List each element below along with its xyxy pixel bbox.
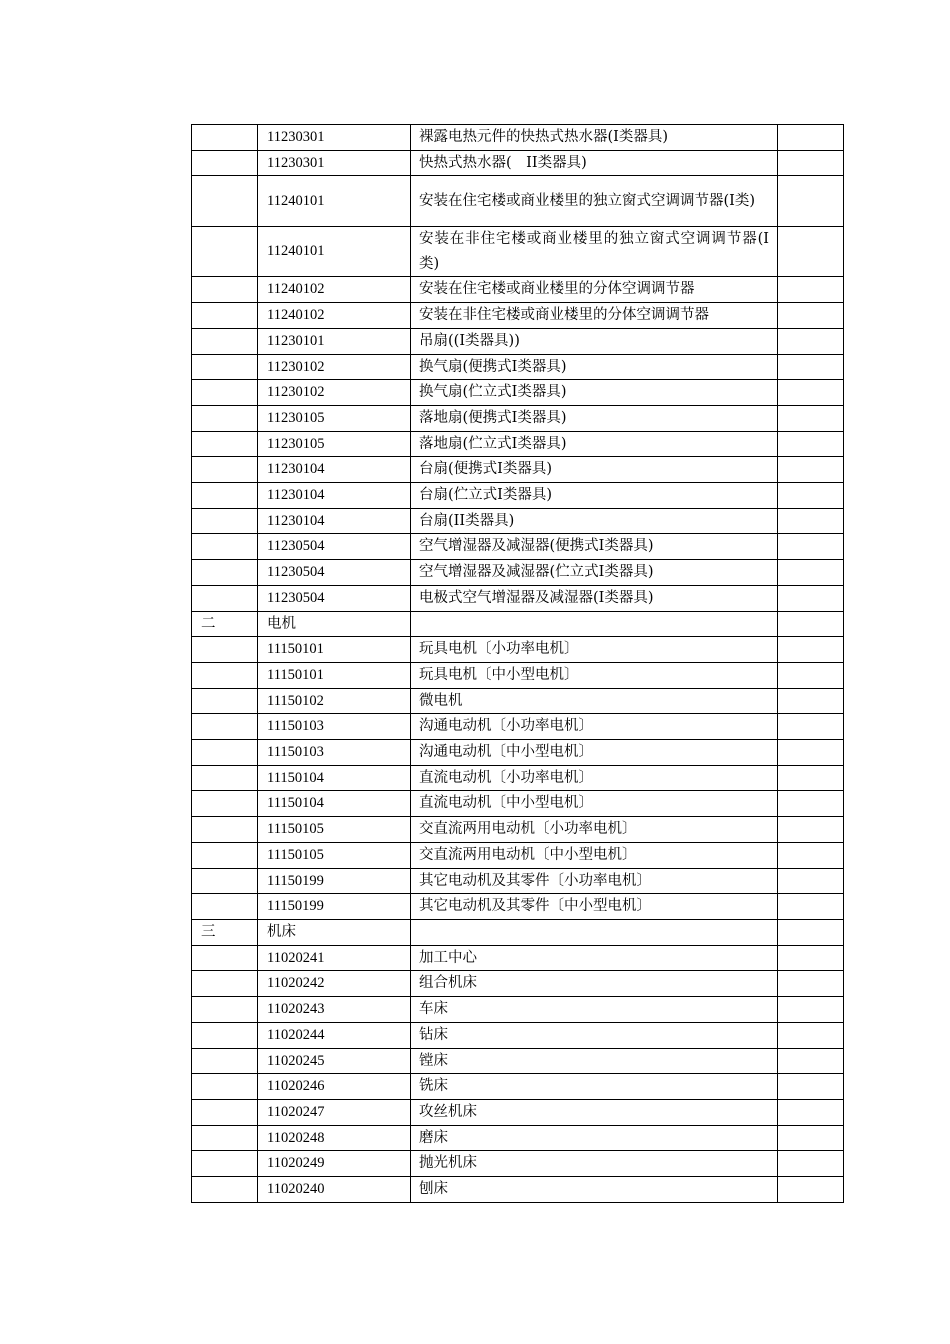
remark-cell xyxy=(778,483,844,509)
seq-cell: 二 xyxy=(192,611,258,637)
seq-cell xyxy=(192,303,258,329)
code-cell: 11240102 xyxy=(258,277,411,303)
remark-cell xyxy=(778,662,844,688)
table-row xyxy=(192,1022,844,1048)
remark-cell xyxy=(778,457,844,483)
name-cell: 玩具电机〔中小型电机〕 xyxy=(411,662,778,688)
remark-cell xyxy=(778,176,844,227)
seq-cell xyxy=(192,560,258,586)
remark-cell xyxy=(778,534,844,560)
code-cell: 11020245 xyxy=(258,1048,411,1074)
name-cell: 沟通电动机〔小功率电机〕 xyxy=(411,714,778,740)
code-cell: 11020242 xyxy=(258,971,411,997)
seq-cell xyxy=(192,688,258,714)
seq-cell xyxy=(192,1074,258,1100)
code-cell: 11020249 xyxy=(258,1151,411,1177)
name-cell: 空气增湿器及减湿器(伫立式I类器具) xyxy=(411,560,778,586)
name-cell: 加工中心 xyxy=(411,945,778,971)
remark-cell xyxy=(778,868,844,894)
table-row xyxy=(192,1048,844,1074)
name-cell: 电极式空气增湿器及减湿器(I类器具) xyxy=(411,585,778,611)
code-cell: 11020247 xyxy=(258,1099,411,1125)
remark-cell xyxy=(778,1177,844,1203)
code-cell: 11230101 xyxy=(258,328,411,354)
remark-cell xyxy=(778,611,844,637)
seq-cell xyxy=(192,1177,258,1203)
seq-cell xyxy=(192,226,258,277)
code-cell: 11230301 xyxy=(258,150,411,176)
seq-cell xyxy=(192,380,258,406)
remark-cell xyxy=(778,740,844,766)
name-cell: 安装在非住宅楼或商业楼里的独立窗式空调调节器(I类) xyxy=(411,226,778,277)
code-cell: 11230102 xyxy=(258,354,411,380)
remark-cell xyxy=(778,226,844,277)
code-cell: 11230504 xyxy=(258,585,411,611)
seq-cell xyxy=(192,585,258,611)
seq-cell xyxy=(192,791,258,817)
name-cell: 钻床 xyxy=(411,1022,778,1048)
name-cell: 安装在住宅楼或商业楼里的分体空调调节器 xyxy=(411,277,778,303)
table-row xyxy=(192,1099,844,1125)
seq-cell xyxy=(192,457,258,483)
remark-cell xyxy=(778,150,844,176)
name-cell: 组合机床 xyxy=(411,971,778,997)
code-cell: 11020244 xyxy=(258,1022,411,1048)
code-cell: 11150104 xyxy=(258,765,411,791)
code-cell: 11230105 xyxy=(258,405,411,431)
name-cell xyxy=(411,919,778,945)
table-row xyxy=(192,431,844,457)
code-cell: 11150103 xyxy=(258,714,411,740)
seq-cell xyxy=(192,894,258,920)
seq-cell xyxy=(192,842,258,868)
table-row xyxy=(192,508,844,534)
seq-cell xyxy=(192,945,258,971)
name-cell: 落地扇(伫立式I类器具) xyxy=(411,431,778,457)
table-row xyxy=(192,842,844,868)
table-row xyxy=(192,277,844,303)
code-cell: 11150102 xyxy=(258,688,411,714)
table-row xyxy=(192,226,844,277)
name-cell: 直流电动机〔小功率电机〕 xyxy=(411,765,778,791)
name-cell: 玩具电机〔小功率电机〕 xyxy=(411,637,778,663)
seq-cell xyxy=(192,740,258,766)
remark-cell xyxy=(778,817,844,843)
seq-cell xyxy=(192,1151,258,1177)
table-row xyxy=(192,945,844,971)
seq-cell xyxy=(192,1048,258,1074)
name-cell: 镗床 xyxy=(411,1048,778,1074)
remark-cell xyxy=(778,125,844,151)
remark-cell xyxy=(778,1022,844,1048)
name-cell: 攻丝机床 xyxy=(411,1099,778,1125)
table-row xyxy=(192,971,844,997)
seq-cell xyxy=(192,997,258,1023)
code-cell: 11150105 xyxy=(258,817,411,843)
table-row xyxy=(192,1151,844,1177)
seq-cell xyxy=(192,714,258,740)
remark-cell xyxy=(778,997,844,1023)
code-cell: 11230102 xyxy=(258,380,411,406)
seq-cell xyxy=(192,431,258,457)
remark-cell xyxy=(778,637,844,663)
name-cell: 其它电动机及其零件〔中小型电机〕 xyxy=(411,894,778,920)
name-cell: 台扇(II类器具) xyxy=(411,508,778,534)
table-row xyxy=(192,1177,844,1203)
remark-cell xyxy=(778,688,844,714)
seq-cell xyxy=(192,354,258,380)
name-cell: 其它电动机及其零件〔小功率电机〕 xyxy=(411,868,778,894)
code-cell: 11240101 xyxy=(258,176,411,227)
remark-cell xyxy=(778,945,844,971)
code-cell: 11150199 xyxy=(258,868,411,894)
code-cell: 11020248 xyxy=(258,1125,411,1151)
remark-cell xyxy=(778,765,844,791)
remark-cell xyxy=(778,1048,844,1074)
seq-cell xyxy=(192,817,258,843)
code-cell: 11230504 xyxy=(258,534,411,560)
name-cell: 直流电动机〔中小型电机〕 xyxy=(411,791,778,817)
table-body xyxy=(192,125,844,1203)
name-cell: 快热式热水器( II类器具) xyxy=(411,150,778,176)
remark-cell xyxy=(778,842,844,868)
seq-cell xyxy=(192,328,258,354)
name-cell: 抛光机床 xyxy=(411,1151,778,1177)
seq-cell xyxy=(192,483,258,509)
table-row xyxy=(192,405,844,431)
remark-cell xyxy=(778,971,844,997)
name-cell: 台扇(便携式I类器具) xyxy=(411,457,778,483)
code-cell: 11150101 xyxy=(258,637,411,663)
remark-cell xyxy=(778,585,844,611)
table-row xyxy=(192,125,844,151)
remark-cell xyxy=(778,560,844,586)
seq-cell xyxy=(192,508,258,534)
table-row xyxy=(192,714,844,740)
table-row xyxy=(192,457,844,483)
remark-cell xyxy=(778,405,844,431)
name-cell: 车床 xyxy=(411,997,778,1023)
table-row xyxy=(192,176,844,227)
code-cell: 11150105 xyxy=(258,842,411,868)
seq-cell xyxy=(192,1099,258,1125)
remark-cell xyxy=(778,894,844,920)
code-cell: 11150101 xyxy=(258,662,411,688)
name-cell: 落地扇(便携式I类器具) xyxy=(411,405,778,431)
remark-cell xyxy=(778,508,844,534)
code-cell: 11230504 xyxy=(258,560,411,586)
table-row xyxy=(192,1074,844,1100)
remark-cell xyxy=(778,303,844,329)
seq-cell xyxy=(192,765,258,791)
name-cell: 裸露电热元件的快热式热水器(I类器具) xyxy=(411,125,778,151)
remark-cell xyxy=(778,919,844,945)
code-cell: 电机 xyxy=(258,611,411,637)
table-row xyxy=(192,919,844,945)
code-cell: 11150199 xyxy=(258,894,411,920)
name-cell: 换气扇(伫立式I类器具) xyxy=(411,380,778,406)
name-cell: 空气增湿器及减湿器(便携式I类器具) xyxy=(411,534,778,560)
remark-cell xyxy=(778,328,844,354)
seq-cell xyxy=(192,150,258,176)
code-cell: 11240102 xyxy=(258,303,411,329)
remark-cell xyxy=(778,277,844,303)
table-row xyxy=(192,354,844,380)
seq-cell xyxy=(192,637,258,663)
table-row xyxy=(192,817,844,843)
name-cell: 台扇(伫立式I类器具) xyxy=(411,483,778,509)
seq-cell xyxy=(192,1022,258,1048)
seq-cell xyxy=(192,405,258,431)
table-row xyxy=(192,997,844,1023)
seq-cell xyxy=(192,662,258,688)
seq-cell: 三 xyxy=(192,919,258,945)
name-cell: 安装在住宅楼或商业楼里的独立窗式空调调节器(I类) xyxy=(411,176,778,227)
code-cell: 11150103 xyxy=(258,740,411,766)
name-cell xyxy=(411,611,778,637)
seq-cell xyxy=(192,125,258,151)
name-cell: 交直流两用电动机〔小功率电机〕 xyxy=(411,817,778,843)
table-row xyxy=(192,791,844,817)
code-cell: 11150104 xyxy=(258,791,411,817)
remark-cell xyxy=(778,1151,844,1177)
remark-cell xyxy=(778,1125,844,1151)
code-cell: 11230104 xyxy=(258,483,411,509)
remark-cell xyxy=(778,1099,844,1125)
table-row xyxy=(192,380,844,406)
name-cell: 换气扇(便携式I类器具) xyxy=(411,354,778,380)
seq-cell xyxy=(192,277,258,303)
code-cell: 11230104 xyxy=(258,508,411,534)
remark-cell xyxy=(778,380,844,406)
name-cell: 铣床 xyxy=(411,1074,778,1100)
name-cell: 吊扇((I类器具)) xyxy=(411,328,778,354)
name-cell: 磨床 xyxy=(411,1125,778,1151)
remark-cell xyxy=(778,354,844,380)
code-cell: 11020243 xyxy=(258,997,411,1023)
seq-cell xyxy=(192,868,258,894)
seq-cell xyxy=(192,534,258,560)
table-row xyxy=(192,483,844,509)
table-row xyxy=(192,688,844,714)
name-cell: 交直流两用电动机〔中小型电机〕 xyxy=(411,842,778,868)
code-cell: 11020240 xyxy=(258,1177,411,1203)
table-row xyxy=(192,534,844,560)
name-cell: 沟通电动机〔中小型电机〕 xyxy=(411,740,778,766)
code-cell: 机床 xyxy=(258,919,411,945)
table-row xyxy=(192,894,844,920)
table-row xyxy=(192,328,844,354)
table-row xyxy=(192,560,844,586)
table-row xyxy=(192,611,844,637)
table-row xyxy=(192,637,844,663)
seq-cell xyxy=(192,971,258,997)
seq-cell xyxy=(192,1125,258,1151)
seq-cell xyxy=(192,176,258,227)
table-row xyxy=(192,150,844,176)
table-row xyxy=(192,303,844,329)
table-row xyxy=(192,1125,844,1151)
remark-cell xyxy=(778,791,844,817)
code-cell: 11230301 xyxy=(258,125,411,151)
table-row xyxy=(192,868,844,894)
table-row xyxy=(192,585,844,611)
code-cell: 11240101 xyxy=(258,226,411,277)
table-row xyxy=(192,740,844,766)
table-row xyxy=(192,765,844,791)
table-row xyxy=(192,662,844,688)
product-catalog-table xyxy=(191,124,844,1203)
remark-cell xyxy=(778,431,844,457)
code-cell: 11230104 xyxy=(258,457,411,483)
remark-cell xyxy=(778,714,844,740)
name-cell: 微电机 xyxy=(411,688,778,714)
code-cell: 11020246 xyxy=(258,1074,411,1100)
code-cell: 11230105 xyxy=(258,431,411,457)
remark-cell xyxy=(778,1074,844,1100)
code-cell: 11020241 xyxy=(258,945,411,971)
name-cell: 刨床 xyxy=(411,1177,778,1203)
name-cell: 安装在非住宅楼或商业楼里的分体空调调节器 xyxy=(411,303,778,329)
